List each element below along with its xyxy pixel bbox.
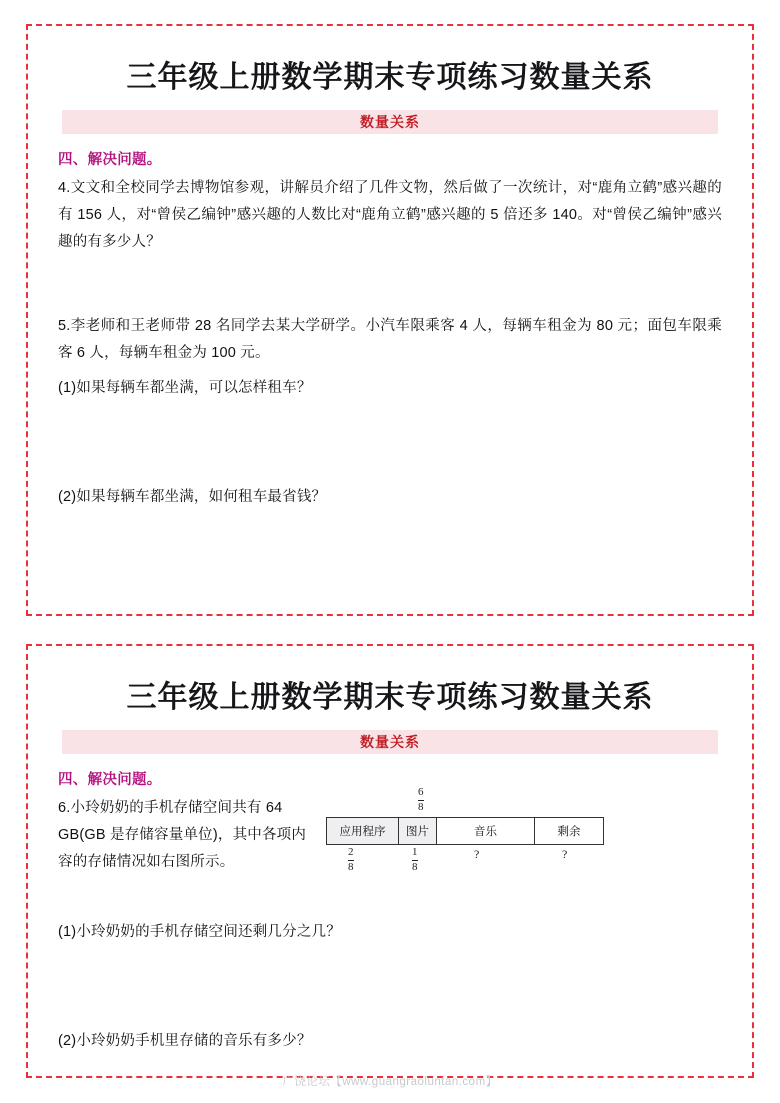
storage-bar-figure [326, 786, 722, 873]
label-music-unknown: ? [474, 847, 480, 861]
segment-pictures: 图片 [399, 818, 437, 844]
question-5: 5.李老师和王老师带 28 名同学去某大学研学。小汽车限乘客 4 人，每辆车租金为 80 元；面包车限乘客 6 人，每辆车租金为 100 元。 [58, 318, 722, 362]
section-heading-2: 四、解决问题。 [58, 772, 162, 788]
banner-1: 数量关系 [62, 110, 718, 134]
section-heading-1: 四、解决问题。 [58, 152, 162, 168]
worksheet-card-1 [26, 24, 754, 616]
segment-music: 音乐 [437, 818, 535, 844]
label-remaining-unknown: ? [562, 847, 568, 861]
question-6: 6.小玲奶奶的手机存储空间共有 64 GB(GB 是存储容量单位)，其中各项内容的存储情况如右图所示。 [58, 800, 307, 870]
figure-top-fraction: 6 8 [418, 786, 424, 813]
answer-space-4 [28, 255, 752, 307]
question-4: 4.文文和全校同学去博物馆参观，讲解员介绍了几件文物，然后做了一次统计，对“鹿角立鹤”感兴趣的有 156 人，对“曾侯乙编钟”感兴趣的人数比对“鹿角立鹤”感兴趣的 5 倍还多 140。对“曾侯乙编钟”感兴趣的有多少人？ [58, 180, 722, 250]
figure-bottom-labels [326, 847, 604, 877]
figure-spacer [28, 875, 752, 911]
page-title-1: 三年级上册数学期末专项练习数量关系 [126, 61, 654, 94]
question-5-part-2: (2)如果每辆车都坐满，如何租车最省钱？ [58, 488, 327, 505]
label-pictures-fraction: 1 8 [412, 846, 418, 873]
question-6-row [58, 786, 722, 875]
question-6-part-1: (1)小玲奶奶的手机存储空间还剩几分之几？ [58, 924, 341, 941]
answer-space-6-1 [28, 946, 752, 1020]
worksheet-card-2 [26, 644, 754, 1078]
storage-bar [326, 817, 604, 845]
segment-remaining: 剩余 [535, 818, 603, 844]
banner-2: 数量关系 [62, 730, 718, 754]
segment-apps: 应用程序 [327, 818, 399, 844]
label-apps-fraction: 2 8 [348, 846, 354, 873]
answer-space-5-1 [28, 402, 752, 476]
watermark: 广饶论坛【www.guangraoluntan.com】 [282, 1076, 498, 1088]
question-5-part-1: (1)如果每辆车都坐满，可以怎样租车？ [58, 380, 312, 397]
page-title-2: 三年级上册数学期末专项练习数量关系 [126, 681, 654, 714]
question-6-part-2: (2)小玲奶奶手机里存储的音乐有多少？ [58, 1033, 312, 1050]
